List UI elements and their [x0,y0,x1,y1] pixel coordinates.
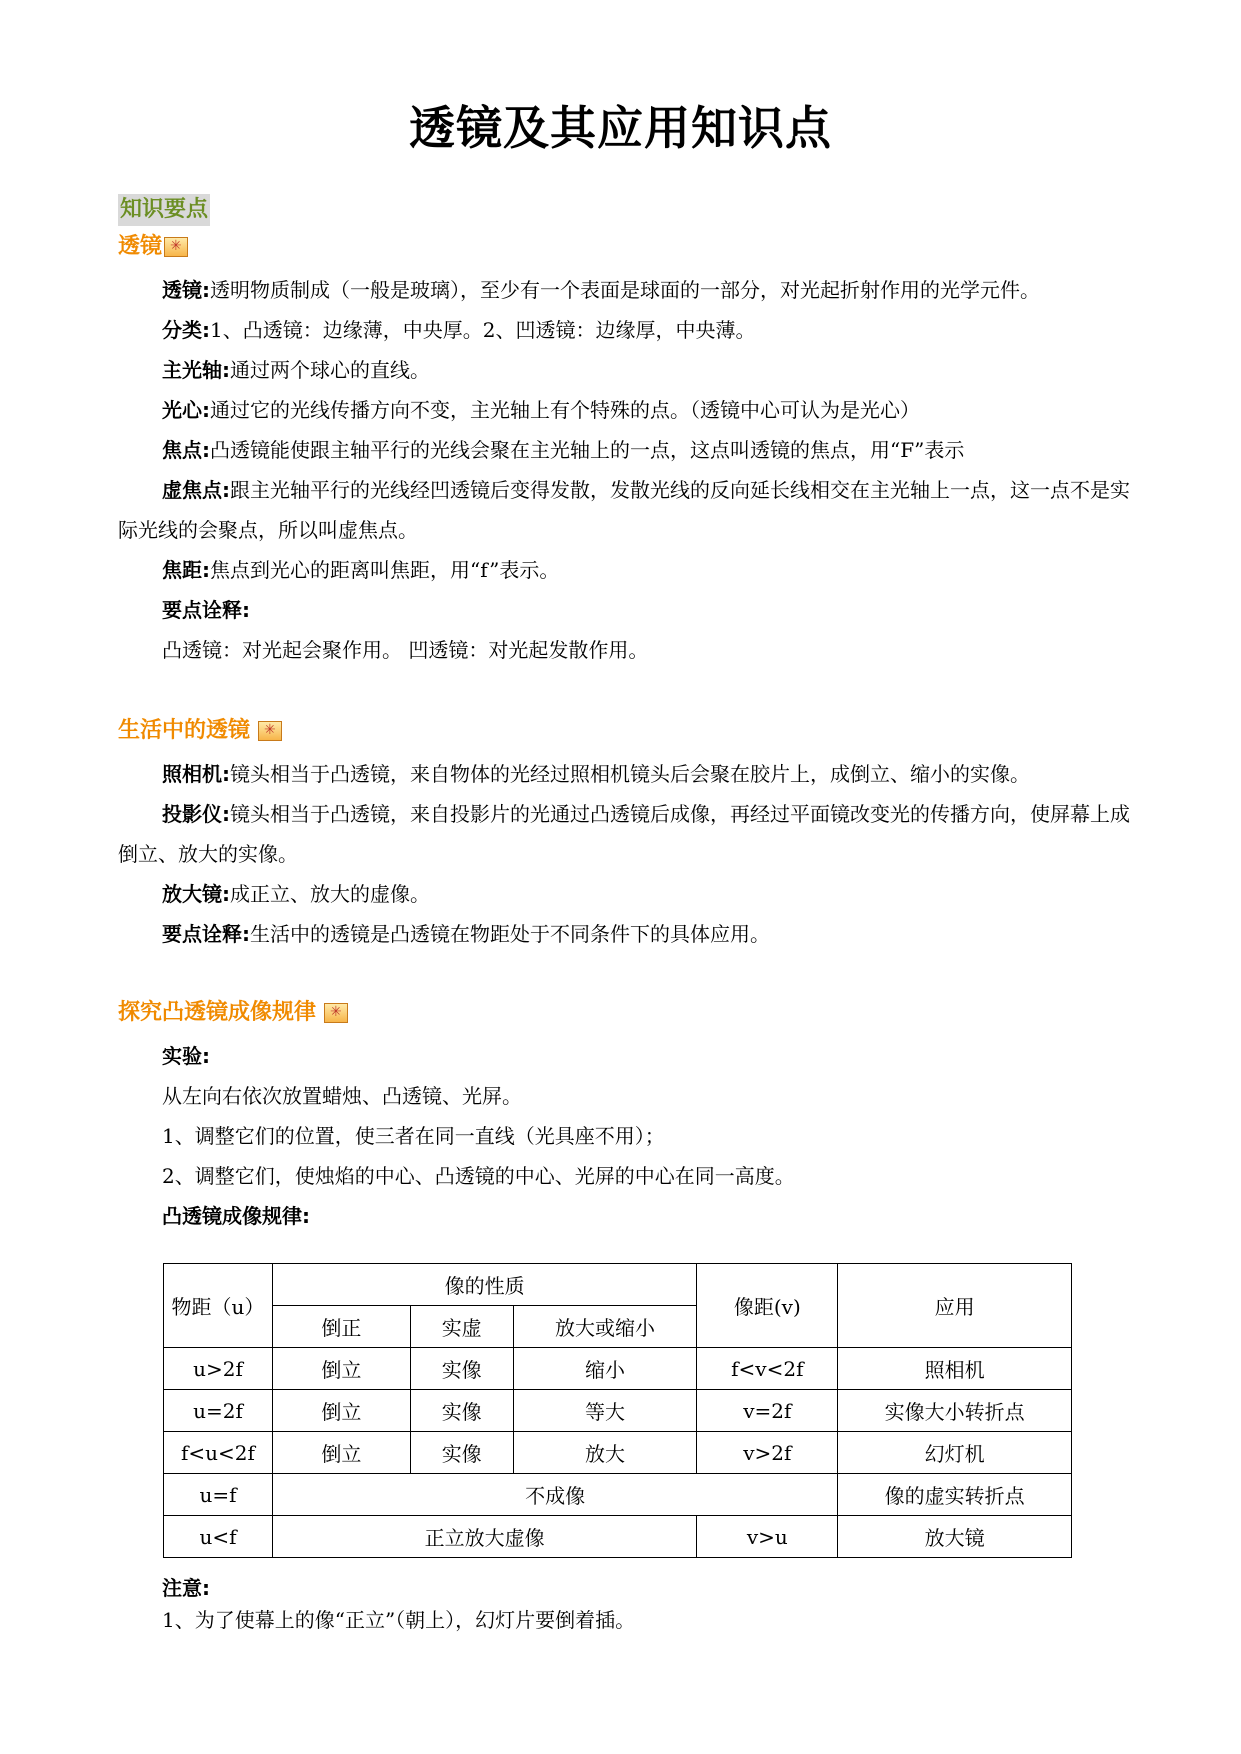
paragraph-key-points [162,914,1132,954]
term-label: 光心: [162,398,210,422]
term-text: 成正立、放大的虚像。 [230,882,430,906]
page-title: 透镜及其应用知识点 [409,101,832,155]
cell-v: f<v<2f [697,1348,838,1390]
star-icon[interactable] [258,721,282,741]
cell-orient: 倒立 [272,1432,410,1474]
note-label: 注意: [162,1576,210,1600]
header-object-distance: 物距（u） [164,1264,273,1348]
cell-app: 像的虚实转折点 [838,1474,1072,1516]
term-label: 焦点: [162,438,210,462]
paragraph-classification [162,310,1132,350]
cell-u: f<u<2f [164,1432,273,1474]
header-orientation: 倒正 [272,1306,410,1348]
paragraph-lens-definition [162,270,1132,310]
term-label: 分类: [162,318,210,342]
star-icon[interactable] [164,237,188,257]
term-text: 凸透镜能使跟主轴平行的光线会聚在主光轴上的一点，这点叫透镜的焦点，用“F”表示 [210,438,965,462]
paragraph-camera [162,754,1132,794]
cell-size: 放大 [513,1432,697,1474]
cell-real: 实像 [410,1390,513,1432]
term-text: 透明物质制成（一般是玻璃），至少有一个表面是球面的一部分，对光起折射作用的光学元件。 [210,278,1040,302]
paragraph-experiment-line: 2、调整它们，使烛焰的中心、凸透镜的中心、光屏的中心在同一高度。 [162,1164,795,1188]
paragraph-key-points-label [162,590,1132,630]
cell-app: 照相机 [838,1348,1072,1390]
section-heading-text: 透镜 [118,234,163,259]
paragraph-virtual-focus [118,470,1132,550]
table-row [164,1432,1072,1474]
section-heading-text: 探究凸透镜成像规律 [118,1000,317,1025]
cell-app: 实像大小转折点 [838,1390,1072,1432]
term-text: 镜头相当于凸透镜，来自物体的光经过照相机镜头后会聚在胶片上，成倒立、缩小的实像。 [230,762,1030,786]
table-row [164,1390,1072,1432]
paragraph-principal-axis [162,350,1132,390]
cell-real: 实像 [410,1348,513,1390]
header-image-distance: 像距(v) [697,1264,838,1348]
table-header-row [164,1264,1072,1306]
header-real-virtual: 实虚 [410,1306,513,1348]
cell-merged: 不成像 [272,1474,837,1516]
paragraph-experiment-line: 1、调整它们的位置，使三者在同一直线（光具座不用）； [162,1124,665,1148]
term-text: 通过它的光线传播方向不变，主光轴上有个特殊的点。（透镜中心可认为是光心） [210,398,920,422]
term-label: 要点诠释: [162,598,250,622]
table-row [164,1474,1072,1516]
term-text: 跟主光轴平行的光线经凹透镜后变得发散，发散光线的反向延长线相交在主光轴上一点，这一点不是实际光线的会聚点，所以叫虚焦点。 [118,478,1130,542]
paragraph-rules-label [162,1196,1132,1236]
cell-u: u=f [164,1474,273,1516]
cell-u: u=2f [164,1390,273,1432]
cell-size: 缩小 [513,1348,697,1390]
overview-label: 知识要点 [118,194,210,226]
section-heading-imaging-rules [118,998,348,1028]
term-label: 透镜: [162,278,210,302]
term-label: 照相机: [162,762,230,786]
table-row [164,1348,1072,1390]
term-text: 生活中的透镜是凸透镜在物距处于不同条件下的具体应用。 [250,922,770,946]
term-label: 投影仪: [162,802,230,826]
cell-app: 放大镜 [838,1516,1072,1558]
paragraph-magnifier [162,874,1132,914]
cell-u: u>2f [164,1348,273,1390]
term-text: 焦点到光心的距离叫焦距，用“f”表示。 [210,558,560,582]
header-size: 放大或缩小 [513,1306,697,1348]
section-heading-lens [118,232,188,262]
table-row [164,1516,1072,1558]
cell-orient: 倒立 [272,1390,410,1432]
cell-real: 实像 [410,1432,513,1474]
cell-u: u<f [164,1516,273,1558]
cell-size: 等大 [513,1390,697,1432]
paragraph-key-points-text: 凸透镜：对光起会聚作用。 凹透镜：对光起发散作用。 [162,638,649,662]
cell-app: 幻灯机 [838,1432,1072,1474]
paragraph-experiment-line: 从左向右依次放置蜡烛、凸透镜、光屏。 [162,1084,522,1108]
cell-merged: 正立放大虚像 [272,1516,696,1558]
cell-v: v>2f [697,1432,838,1474]
paragraph-optical-center [162,390,1132,430]
term-label: 凸透镜成像规律: [162,1204,310,1228]
imaging-rules-table [163,1263,1072,1558]
paragraph-projector [118,794,1132,874]
term-text: 通过两个球心的直线。 [230,358,430,382]
paragraph-focal-length [162,550,1132,590]
header-application: 应用 [838,1264,1072,1348]
term-label: 要点诠释: [162,922,250,946]
cell-v: v>u [697,1516,838,1558]
cell-orient: 倒立 [272,1348,410,1390]
header-image-nature: 像的性质 [272,1264,696,1306]
term-label: 主光轴: [162,358,230,382]
term-label: 焦距: [162,558,210,582]
term-label: 放大镜: [162,882,230,906]
term-text: 镜头相当于凸透镜，来自投影片的光通过凸透镜后成像，再经过平面镜改变光的传播方向，使屏幕上成倒立、放大的实像。 [118,802,1130,866]
term-text: 1、凸透镜：边缘薄，中央厚。2、凹透镜：边缘厚，中央薄。 [210,318,756,342]
section-heading-everyday-lenses [118,716,282,746]
paragraph-focus [162,430,1132,470]
section-heading-text: 生活中的透镜 [118,718,251,743]
paragraph-experiment-label [162,1036,1132,1076]
star-icon[interactable] [324,1003,348,1023]
term-label: 实验: [162,1044,210,1068]
term-label: 虚焦点: [162,478,230,502]
note-line: 1、为了使幕上的像“正立”（朝上），幻灯片要倒着插。 [162,1608,636,1632]
cell-v: v=2f [697,1390,838,1432]
